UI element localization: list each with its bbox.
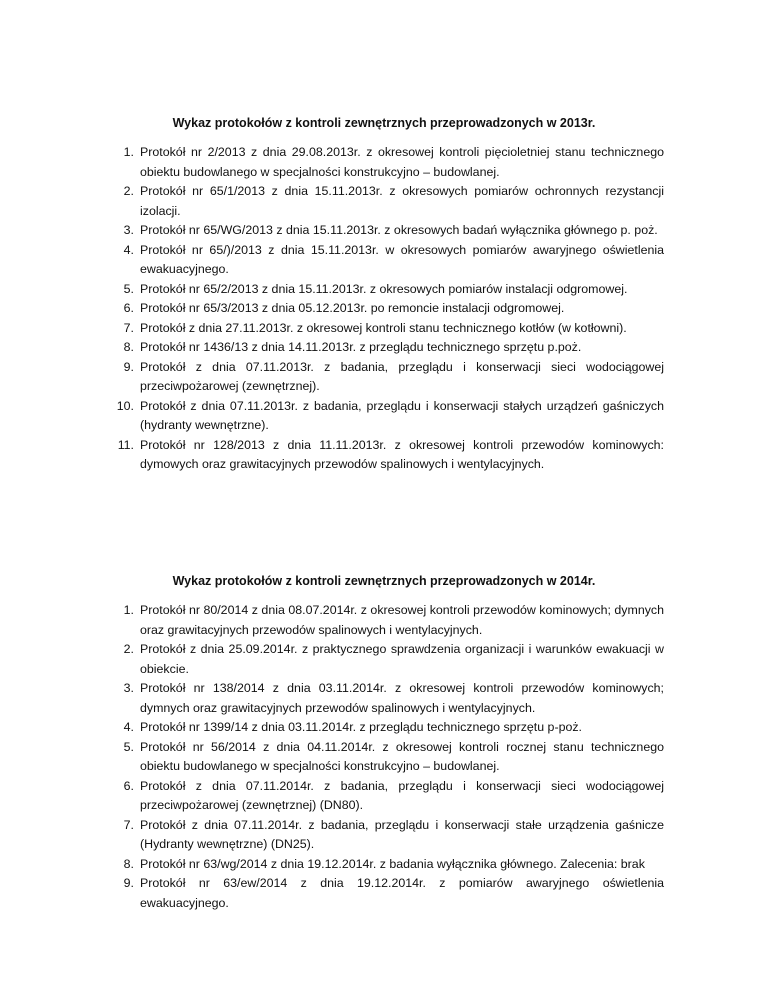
item-text: Protokół nr 1399/14 z dnia 03.11.2014r. z przeglądu technicznego sprzętu p-poż. xyxy=(140,720,582,734)
item-text: Protokół nr 65/WG/2013 z dnia 15.11.2013r. z okresowych badań wyłącznika głównego p. poż. xyxy=(140,223,658,237)
list-item xyxy=(104,738,664,777)
item-text: Protokół z dnia 27.11.2013r. z okresowej kontroli stanu technicznego kotłów (w kotłowni). xyxy=(140,320,627,335)
item-number: 7. xyxy=(123,320,134,335)
item-text: Protokół z dnia 25.09.2014r. z praktycznego sprawdzenia organizacji i warunków ewakuacji w obiekcie. xyxy=(140,642,664,676)
item-text: Protokół nr 1436/13 z dnia 14.11.2013r. z przeglądu technicznego sprzętu p.poż. xyxy=(140,340,582,354)
list-item xyxy=(104,397,664,436)
item-text: Protokół nr 63/wg/2014 z dnia 19.12.2014r. z badania wyłącznika głównego. Zalecenia: brak xyxy=(140,856,645,871)
item-text: Protokół nr 80/2014 z dnia 08.07.2014r. z okresowej kontroli przewodów kominowych; dymnych oraz grawitacyjnych przewodów spalinowych i wentylacyjnych. xyxy=(140,603,664,637)
item-number: 6. xyxy=(123,778,134,793)
protocol-list-2014 xyxy=(104,601,664,913)
list-item xyxy=(104,299,664,319)
list-item xyxy=(104,601,664,640)
item-text: Protokół nr 65/)/2013 z dnia 15.11.2013r. w okresowych pomiarów awaryjnego oświetlenia ewakuacyjnego. xyxy=(140,242,664,276)
item-number: 5. xyxy=(123,281,134,296)
list-item xyxy=(104,436,664,475)
item-text: Protokół z dnia 07.11.2014r. z badania, przeglądu i konserwacji stałe urządzenia gaśnicze (Hydranty wewnętrzne) (DN25). xyxy=(140,817,664,851)
list-item xyxy=(104,221,664,241)
item-number: 6. xyxy=(123,301,134,315)
item-number: 3. xyxy=(123,223,134,237)
item-number: 8. xyxy=(123,340,134,354)
item-text: Protokół nr 65/3/2013 z dnia 05.12.2013r. po remoncie instalacji odgromowej. xyxy=(140,301,565,315)
item-number: 7. xyxy=(123,817,134,832)
list-item xyxy=(104,358,664,397)
item-text: Protokół nr 65/2/2013 z dnia 15.11.2013r. z okresowych pomiarów instalacji odgromowej. xyxy=(140,281,628,296)
item-number: 9. xyxy=(123,359,134,374)
list-item xyxy=(104,319,664,339)
list-item xyxy=(104,280,664,300)
item-number: 4. xyxy=(123,242,134,257)
item-text: Protokół nr 56/2014 z dnia 04.11.2014r. z okresowej kontroli rocznej stanu technicznego obiektu budowlanego w specjalności konstrukcyjno – budowlanej. xyxy=(140,739,664,773)
list-item xyxy=(104,338,664,358)
item-number: 8. xyxy=(123,856,134,871)
item-text: Protokół z dnia 07.11.2013r. z badania, przeglądu i konserwacji sieci wodociągowej przeciwpożarowej (zewnętrznej). xyxy=(140,359,664,393)
section-heading-2014: Wykaz protokołów z kontroli zewnętrznych przeprowadzonych w 2014r. xyxy=(172,574,596,588)
item-number: 1. xyxy=(123,603,134,617)
list-item xyxy=(104,718,664,738)
list-item xyxy=(104,640,664,679)
item-number: 2. xyxy=(123,642,134,656)
item-number: 2. xyxy=(123,184,134,198)
item-text: Protokół nr 65/1/2013 z dnia 15.11.2013r. z okresowych pomiarów ochronnych rezystancji izolacji. xyxy=(140,184,664,218)
item-number: 11. xyxy=(117,437,134,452)
item-number: 10. xyxy=(116,398,134,413)
item-number: 5. xyxy=(123,739,134,754)
section-heading-2013: Wykaz protokołów z kontroli zewnętrznych przeprowadzonych w 2013r. xyxy=(172,116,596,130)
list-item xyxy=(104,874,664,913)
list-item xyxy=(104,679,664,718)
protocol-list-2013 xyxy=(104,143,664,475)
item-text: Protokół z dnia 07.11.2014r. z badania, przeglądu i konserwacji sieci wodociągowej przeciwpożarowej (zewnętrznej) (DN80). xyxy=(140,778,664,812)
list-item xyxy=(104,182,664,221)
item-number: 9. xyxy=(123,876,134,890)
list-item xyxy=(104,816,664,855)
item-text: Protokół nr 63/ew/2014 z dnia 19.12.2014r. z pomiarów awaryjnego oświetlenia ewakuacyjnego. xyxy=(140,876,664,910)
item-number: 3. xyxy=(123,681,134,695)
list-item xyxy=(104,241,664,280)
item-number: 4. xyxy=(123,720,134,734)
item-number: 1. xyxy=(123,145,134,159)
item-text: Protokół z dnia 07.11.2013r. z badania, przeglądu i konserwacji stałych urządzeń gaśniczych (hydranty wewnętrzne). xyxy=(140,398,664,432)
list-item xyxy=(104,777,664,816)
list-item xyxy=(104,143,664,182)
item-text: Protokół nr 128/2013 z dnia 11.11.2013r. z okresowej kontroli przewodów kominowych: dymowych oraz grawitacyjnych przewodów spalinowych i wentylacyjnych. xyxy=(140,437,664,471)
item-text: Protokół nr 2/2013 z dnia 29.08.2013r. z okresowej kontroli pięcioletniej stanu technicznego obiektu budowlanego w specjalności konstrukcyjno – budowlanej. xyxy=(140,145,664,179)
item-text: Protokół nr 138/2014 z dnia 03.11.2014r. z okresowej kontroli przewodów kominowych; dymnych oraz grawitacyjnych przewodów spalinowych i wentylacyjnych. xyxy=(140,681,664,715)
list-item xyxy=(104,855,664,875)
